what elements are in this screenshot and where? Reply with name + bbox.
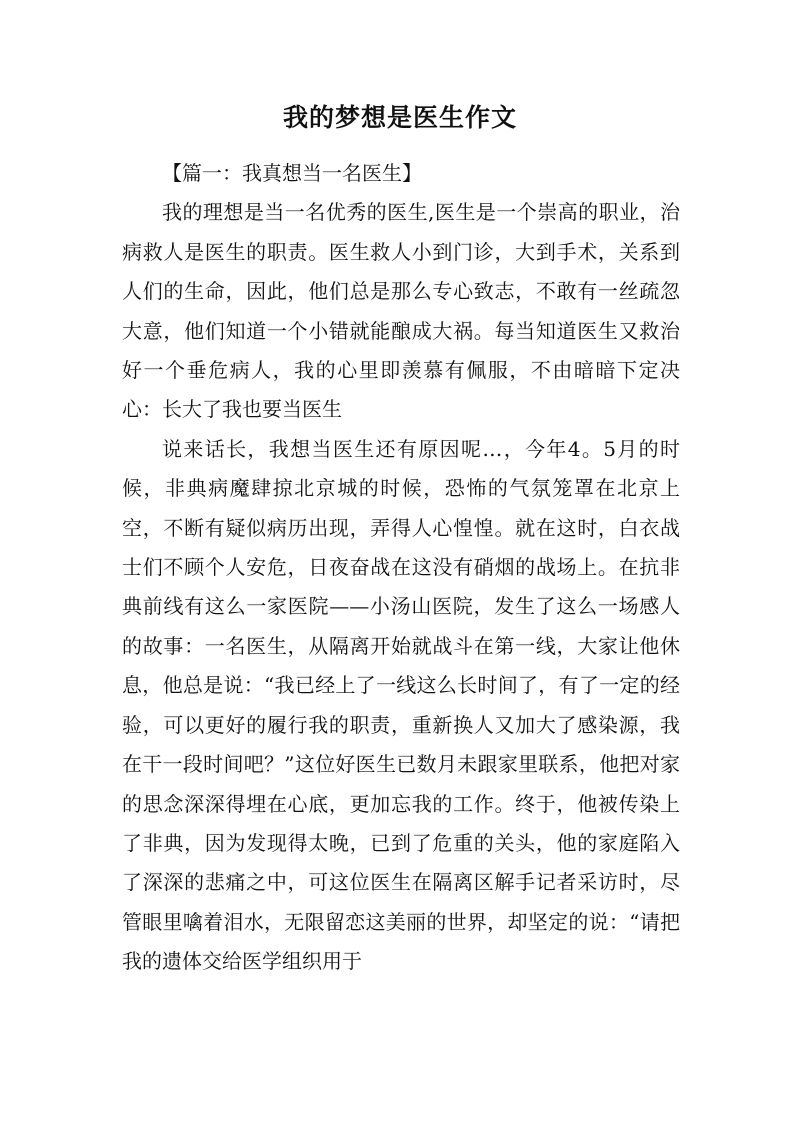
paragraph-2: 说来话长，我想当医生还有原因呢…，今年4。5月的时候，非典病魔肆掠北京城的时候，恐怖的气氛笼罩在北京上空，不断有疑似病历出现，弄得人心惶惶。就在这时，白衣战士们不顾个人安危，日夜奋战在这没有硝烟的战场上。在抗非典前线有这么一家医院——小汤山医院，发生了这么一场感人的故事：一名医生，从隔离开始就战斗在第一线，大家让他休息，他总是说：“我已经上了一线这么长时间了，有了一定的经验，可以更好的履行我的职责，重新换人又加大了感染源，我在干一段时间吧？”这位好医生已数月未跟家里联系，他把对家的思念深深得埋在心底，更加忘我的工作。终于，他被传染上了非典，因为发现得太晚，已到了危重的关头，他的家庭陷入了深深的悲痛之中，可这位医生在隔离区解手记者采访时，尽管眼里噙着泪水，无限留恋这美丽的世界，却坚定的说：“请把我的遗体交给医学组织用于 <box>122 436 680 974</box>
paragraph-1: 我的理想是当一名优秀的医生,医生是一个崇高的职业，治病救人是医生的职责。医生救人小到门诊，大到手术，关系到人们的生命，因此，他们总是那么专心致志，不敢有一丝疏忽大意，他们知道一个小错就能酿成大祸。每当知道医生又救治好一个垂危病人，我的心里即羡慕有佩服，不由暗暗下定决心：长大了我也要当医生 <box>122 200 680 422</box>
document-title: 我的梦想是医生作文 <box>282 103 517 132</box>
document-body <box>122 154 680 982</box>
section-heading: 【篇一：我真想当一名医生】 <box>162 161 422 185</box>
